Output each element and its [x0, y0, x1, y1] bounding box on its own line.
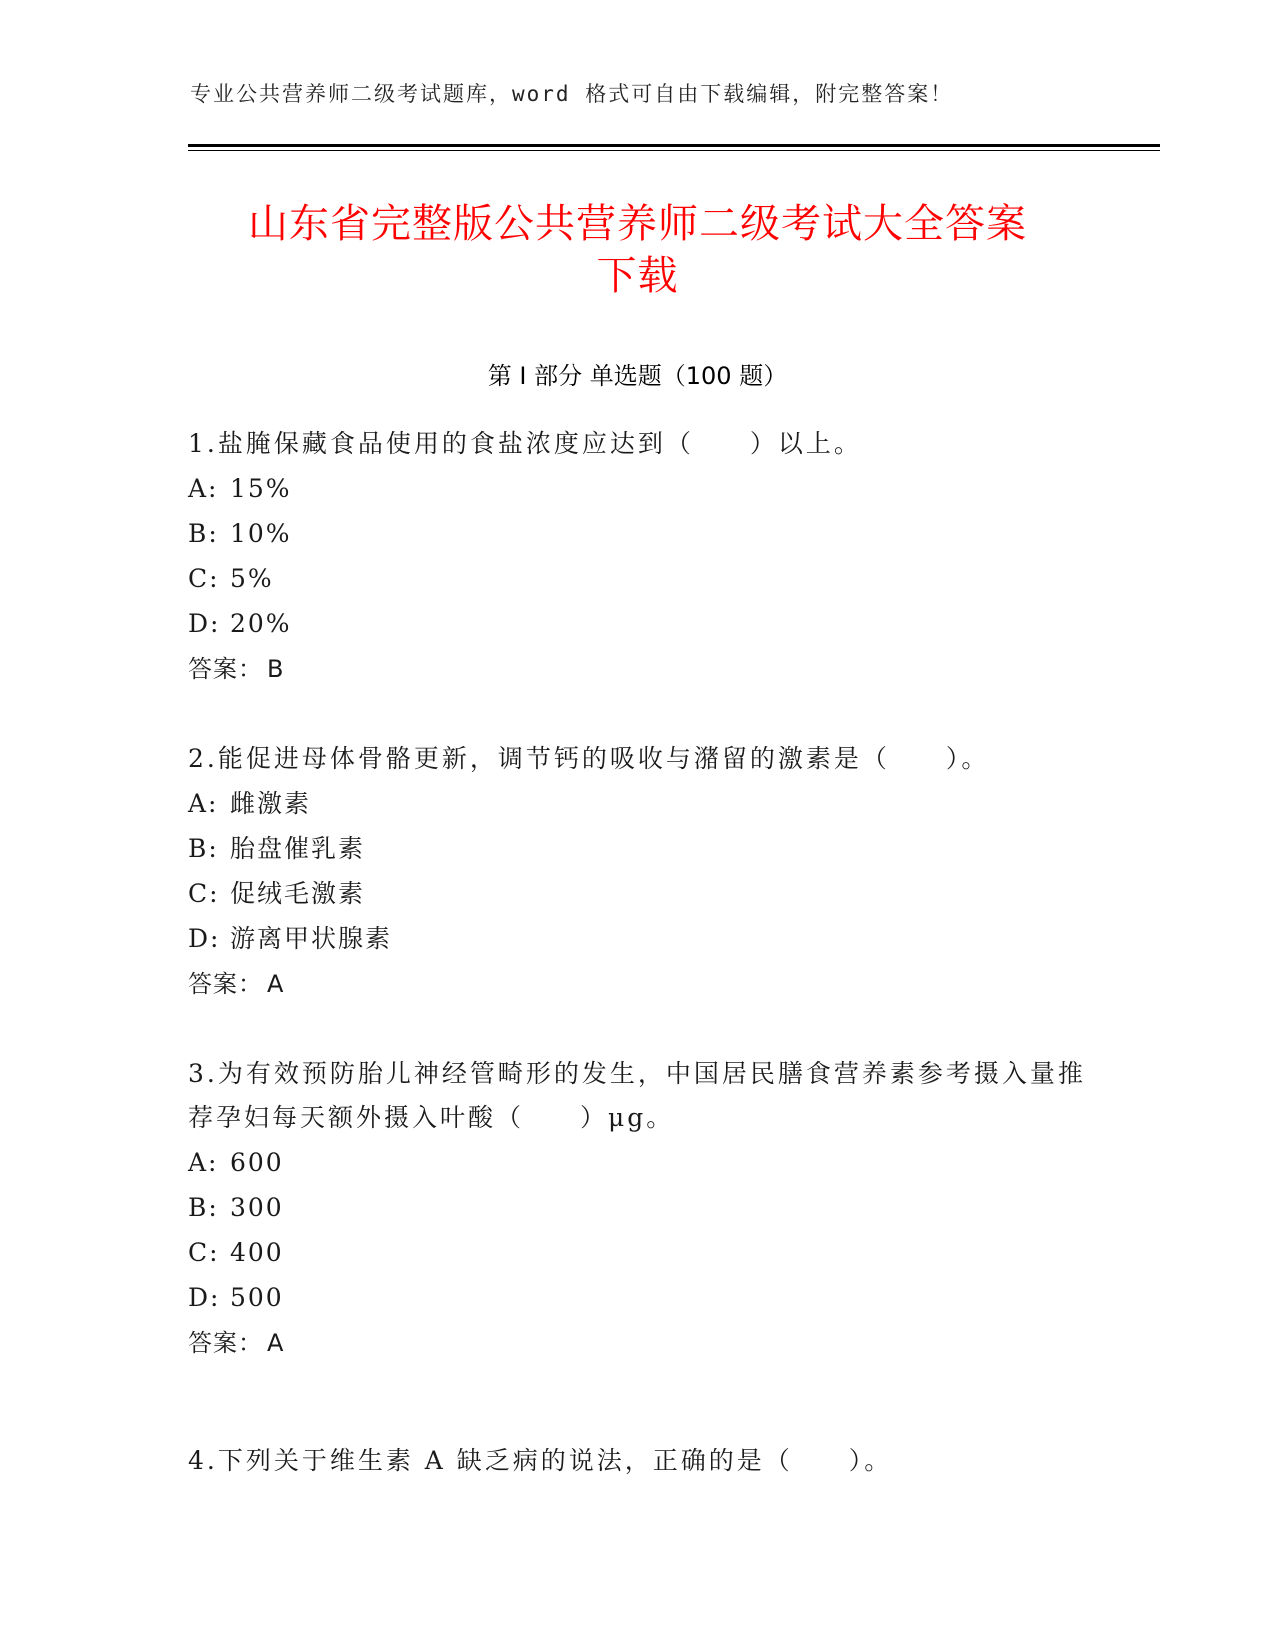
option-text: 雌激素 — [230, 789, 312, 818]
option-text: 400 — [230, 1238, 284, 1267]
answer-label: 答案： — [188, 1329, 263, 1357]
question-2 — [188, 737, 1088, 1007]
option-label: A: — [188, 1148, 219, 1177]
option-c — [188, 871, 1088, 916]
option-text: 600 — [230, 1148, 284, 1177]
option-d — [188, 1275, 1088, 1320]
answer-label: 答案： — [188, 655, 263, 683]
option-a — [188, 781, 1088, 826]
option-d — [188, 601, 1088, 646]
answer-value: A — [267, 970, 285, 998]
option-text: 300 — [230, 1193, 284, 1222]
option-label: D: — [188, 1283, 221, 1312]
option-a — [188, 1140, 1088, 1185]
answer-value: A — [267, 1329, 285, 1357]
answer-label: 答案： — [188, 970, 263, 998]
title-line-1: 山东省完整版公共营养师二级考试大全答案 — [248, 201, 1027, 247]
option-text: 20% — [230, 609, 292, 638]
option-label: A: — [188, 474, 219, 503]
option-b — [188, 511, 1088, 556]
option-b — [188, 826, 1088, 871]
question-1 — [188, 422, 1088, 692]
question-text: 1.盐腌保藏食品使用的食盐浓度应达到（ ）以上。 — [188, 429, 862, 458]
option-label: B: — [188, 834, 219, 863]
option-text: 15% — [230, 474, 292, 503]
answer-line — [188, 961, 1088, 1007]
option-a — [188, 466, 1088, 511]
question-4 — [188, 1439, 1088, 1483]
option-text: 10% — [230, 519, 292, 548]
option-label: A: — [188, 789, 219, 818]
document-title — [150, 198, 1125, 302]
option-label: C: — [188, 879, 220, 908]
option-text: 5% — [230, 564, 274, 593]
option-label: C: — [188, 564, 220, 593]
option-label: D: — [188, 924, 221, 953]
option-label: D: — [188, 609, 221, 638]
question-text: 2.能促进母体骨骼更新，调节钙的吸收与潴留的激素是（ ）。 — [188, 744, 990, 773]
header-rule-thick — [188, 144, 1160, 147]
header-note: 专业公共营养师二级考试题库，word 格式可自由下载编辑，附完整答案！ — [190, 82, 954, 106]
option-text: 500 — [230, 1283, 284, 1312]
option-label: B: — [188, 519, 219, 548]
question-text: 4.下列关于维生素 A 缺乏病的说法，正确的是（ ）。 — [188, 1446, 893, 1475]
option-text: 胎盘催乳素 — [230, 834, 366, 863]
option-text: 游离甲状腺素 — [230, 924, 393, 953]
answer-line — [188, 1320, 1088, 1366]
title-line-2: 下载 — [596, 253, 679, 299]
option-b — [188, 1185, 1088, 1230]
answer-line — [188, 646, 1088, 692]
header-rule-thin — [188, 150, 1160, 151]
option-label: C: — [188, 1238, 220, 1267]
question-text: 3.为有效预防胎儿神经管畸形的发生，中国居民膳食营养素参考摄入量推荐孕妇每天额外摄入叶酸（ ）μg。 — [188, 1059, 1086, 1132]
option-text: 促绒毛激素 — [230, 879, 366, 908]
section-heading: 第 I 部分 单选题（100 题） — [487, 362, 788, 390]
option-d — [188, 916, 1088, 961]
option-label: B: — [188, 1193, 219, 1222]
answer-value: B — [267, 655, 285, 683]
option-c — [188, 1230, 1088, 1275]
option-c — [188, 556, 1088, 601]
question-3 — [188, 1052, 1088, 1366]
